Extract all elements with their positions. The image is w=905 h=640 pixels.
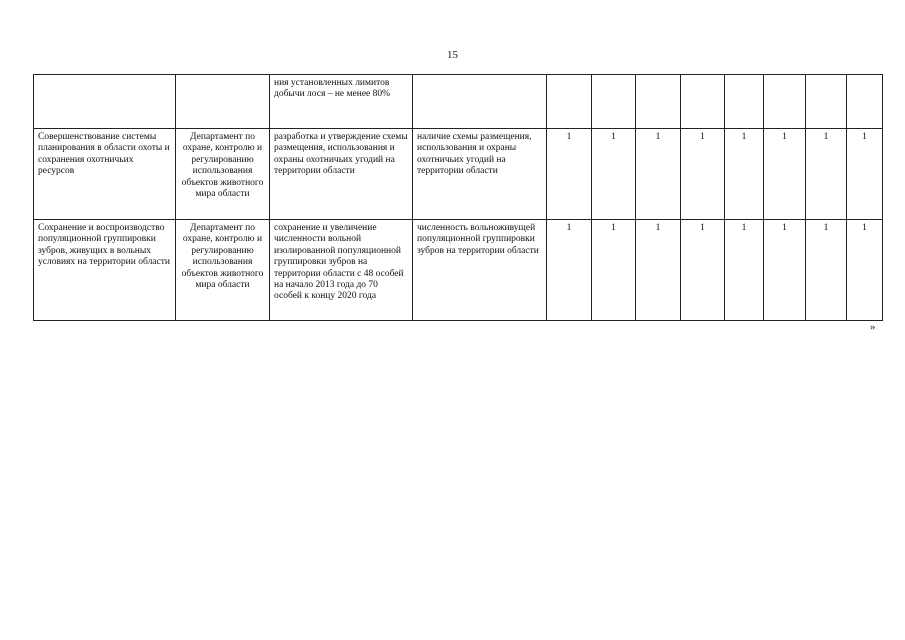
value-cell <box>764 75 806 129</box>
value-cell: 1 <box>681 220 725 321</box>
value-cell: 1 <box>725 129 764 220</box>
value-cell <box>725 75 764 129</box>
indicator-cell: численность вольноживущей популяционной группировки зубров на территории области <box>413 220 547 321</box>
measure-cell: Сохранение и воспроизводство популяционной группировки зубров, живущих в вольных условиях на территории области <box>34 220 176 321</box>
page-number: 15 <box>447 49 458 61</box>
executor-cell: Департамент по охране, контролю и регулированию использования объектов животного мира области <box>176 129 270 220</box>
value-cell: 1 <box>547 129 592 220</box>
value-cell: 1 <box>547 220 592 321</box>
value-cell: 1 <box>764 220 806 321</box>
value-cell: 1 <box>725 220 764 321</box>
activity-cell: сохранение и увеличение численности вольной изолированной популяционной группировки зубров на территории области с 48 особей на начало 2013 года до 70 особей к концу 2020 года <box>270 220 413 321</box>
value-cell: 1 <box>847 220 883 321</box>
indicator-cell <box>413 75 547 129</box>
value-cell: 1 <box>806 220 847 321</box>
program-measures-table <box>33 74 883 321</box>
value-cell <box>806 75 847 129</box>
table-row <box>34 75 883 129</box>
value-cell: 1 <box>636 220 681 321</box>
closing-quote-mark: » <box>870 321 876 333</box>
table-row <box>34 220 883 321</box>
executor-cell <box>176 75 270 129</box>
table-body <box>34 75 883 321</box>
value-cell: 1 <box>681 129 725 220</box>
measure-cell <box>34 75 176 129</box>
indicator-cell: наличие схемы размещения, использования и охраны охотничьих угодий на территории области <box>413 129 547 220</box>
value-cell: 1 <box>806 129 847 220</box>
value-cell: 1 <box>636 129 681 220</box>
table-row <box>34 129 883 220</box>
value-cell: 1 <box>847 129 883 220</box>
value-cell <box>636 75 681 129</box>
value-cell: 1 <box>764 129 806 220</box>
measure-cell: Совершенствование системы планирования в области охоты и сохранения охотничьих ресурсов <box>34 129 176 220</box>
value-cell <box>681 75 725 129</box>
value-cell: 1 <box>592 129 636 220</box>
activity-cell: разработка и утверждение схемы размещения, использования и охраны охотничьих угодий на территории области <box>270 129 413 220</box>
executor-cell: Департамент по охране, контролю и регулированию использования объектов животного мира области <box>176 220 270 321</box>
value-cell <box>847 75 883 129</box>
value-cell: 1 <box>592 220 636 321</box>
value-cell <box>592 75 636 129</box>
activity-cell: ния установленных лимитов добычи лося – не менее 80% <box>270 75 413 129</box>
value-cell <box>547 75 592 129</box>
